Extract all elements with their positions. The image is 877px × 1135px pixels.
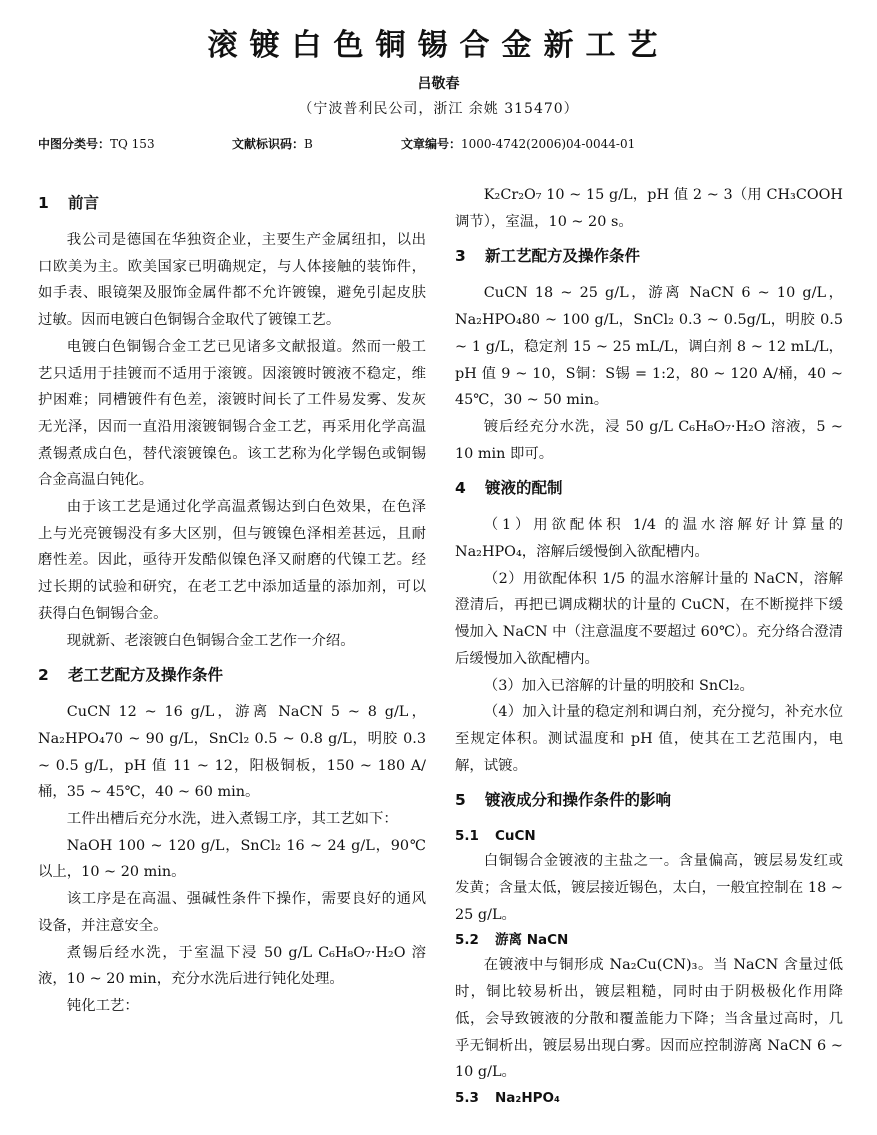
paragraph: （3）加入已溶解的计量的明胶和 SnCl₂。 (483, 677, 754, 694)
clc-label: 中图分类号： (38, 137, 111, 151)
section-heading (455, 787, 843, 813)
paper-title: 滚镀白色铜锡合金新工艺 (207, 28, 670, 63)
paragraph: NaOH 100 ~ 120 g/L，SnCl₂ 16 ~ 24 g/L，90℃ 以上，10 ~ 20 min。 (38, 837, 426, 881)
section-number: 5 (455, 791, 466, 810)
paragraph: 白铜锡合金镀液的主盐之一。含量偏高，镀层易发红或发黄；含量太低，镀层接近锡色，太白，一般宜控制在 18 ~ 25 g/L。 (455, 853, 843, 923)
subsection-heading (455, 824, 843, 848)
paragraph: 工件出槽后充分水洗，进入煮锡工序，其工艺如下： (66, 811, 398, 828)
article-number (401, 135, 635, 152)
subsection-title: Na₂HPO₄ (495, 1089, 560, 1106)
article-no-value: 1000-4742(2006)04-0044-01 (461, 137, 636, 151)
paragraph: 该工序是在高温、强碱性条件下操作，需要良好的通风设备，并注意安全。 (38, 891, 426, 934)
section-title: 新工艺配方及操作条件 (485, 247, 641, 266)
paragraph: 我公司是德国在华独资企业，主要生产金属纽扣，以出口欧美为主。欧美国家已明确规定，与人体接触的装饰件，如手表、眼镜架及服饰金属件都不允许镀镍，避免引起皮肤过敏。因而电镀白色铜锡合金取代了镀镍工艺。 (38, 232, 426, 329)
section-number: 4 (455, 479, 466, 498)
paragraph: （4）加入计量的稳定剂和调白剂，充分搅匀，补充水位至规定体积。测试温度和 pH 值，使其在工艺范围内，电解，试镀。 (455, 704, 843, 774)
author-affiliation: （宁波普利民公司，浙江 余姚 315470） (298, 101, 579, 117)
paragraph: 镀后经充分水洗，浸 50 g/L C₆H₈O₇·H₂O 溶液，5 ~ 10 min 即可。 (455, 418, 843, 462)
paragraph: K₂Cr₂O₇ 10 ~ 15 g/L，pH 值 2 ~ 3（用 CH₃COOH 调节），室温，10 ~ 20 s。 (455, 187, 843, 230)
subsection-title: 游离 NaCN (495, 932, 569, 949)
paragraph: 煮锡后经水洗，于室温下浸 50 g/L C₆H₈O₇·H₂O 溶液，10 ~ 20 min，充分水洗后进行钝化处理。 (38, 944, 426, 988)
left-column (38, 182, 426, 1020)
section-title: 镀液成分和操作条件的影响 (485, 791, 672, 810)
section-heading (455, 243, 843, 269)
section-heading (38, 190, 426, 216)
section-number: 1 (38, 194, 49, 212)
doc-code-value: B (304, 137, 313, 151)
document-code (232, 135, 313, 152)
paragraph: 钝化工艺： (66, 997, 139, 1014)
paragraph: 电镀白色铜锡合金工艺已见诸多文献报道。然而一般工艺只适用于挂镀而不适用于滚镀。因滚镀时镀液不稳定，维护困难；同槽镀件有色差，滚镀时间长了工件易发雾、发灰无光泽，因而一直沿用滚镀铜锡合金工艺，再采用化学高温煮锡煮成白色，替代滚镀镍色。该工艺称为化学锡色或铜锡合金高温白钝化。 (38, 338, 426, 489)
section-heading (455, 475, 843, 501)
paragraph: （2）用欲配体积 1/5 的温水溶解计量的 NaCN，溶解澄清后，再把已调成糊状的计量的 CuCN，在不断搅拌下缓慢加入 NaCN 中（注意温度不要超过 60℃）。充分络合澄清后缓慢加入欲配槽内。 (455, 570, 843, 667)
paragraph: CuCN 18 ~ 25 g/L，游离 NaCN 6 ~ 10 g/L，Na₂HPO₄80 ~ 100 g/L，SnCl₂ 0.3 ~ 0.5g/L，明胶 0.5 ~ 1 g/L，稳定剂 15 ~ 25 mL/L，调白剂 8 ~ 12 mL/L，pH 值 9 ~ 10，S铜：S锡 = 1:2，80 ~ 120 A/桶，40 ~ 45℃，30 ~ 50 min。 (455, 285, 843, 409)
paragraph: 现就新、老滚镀白色铜锡合金工艺作一介绍。 (66, 632, 355, 649)
author-name: 吕敬春 (417, 76, 460, 92)
section-number: 2 (38, 666, 49, 685)
doc-code-label: 文献标识码： (232, 137, 305, 151)
section-number: 3 (455, 247, 466, 266)
paragraph: 由于该工艺是通过化学高温煮锡达到白色效果，在色泽上与光亮镀锡没有多大区别，但与镀镍色泽相差甚远，且耐磨性差。因此，亟待开发酷似镍色泽又耐磨的代镍工艺。经过长期的试验和研究，在老工艺中添加适量的添加剂，可以获得白色铜锡合金。 (38, 499, 426, 622)
paragraph: （1）用欲配体积 1/4 的温水溶解好计算量的 Na₂HPO₄，溶解后缓慢倒入欲配槽内。 (455, 517, 843, 561)
paragraph: CuCN 12 ~ 16 g/L，游离 NaCN 5 ~ 8 g/L，Na₂HPO₄70 ~ 90 g/L，SnCl₂ 0.5 ~ 0.8 g/L，明胶 0.3 ~ 0.5 g/L，pH 值 11 ~ 12，阳极铜板，150 ~ 180 A/桶，35 ~ 45℃，40 ~ 60 min。 (38, 704, 426, 801)
section-title: 老工艺配方及操作条件 (68, 666, 224, 685)
subsection-heading (455, 928, 843, 952)
clc-value: TQ 153 (110, 137, 155, 151)
section-heading (38, 662, 426, 688)
subsection-heading (455, 1086, 843, 1110)
subsection-title: CuCN (495, 828, 536, 845)
subsection-number: 5.2 (455, 932, 479, 949)
subsection-number: 5.3 (455, 1089, 479, 1106)
clc-number (38, 135, 155, 152)
subsection-number: 5.1 (455, 828, 479, 845)
section-title: 前言 (68, 194, 100, 212)
article-no-label: 文章编号： (401, 137, 462, 151)
right-column (455, 182, 843, 1110)
section-title: 镀液的配制 (485, 479, 563, 498)
paragraph: 在镀液中与铜形成 Na₂Cu(CN)₃。当 NaCN 含量过低时，铜比较易析出，镀层粗糙，同时由于阴极极化作用降低，会导致镀液的分散和覆盖能力下降；当含量过高时，几乎无铜析出，镀层易出现白雾。因而应控制游离 NaCN 6 ~ 10 g/L。 (455, 957, 843, 1081)
